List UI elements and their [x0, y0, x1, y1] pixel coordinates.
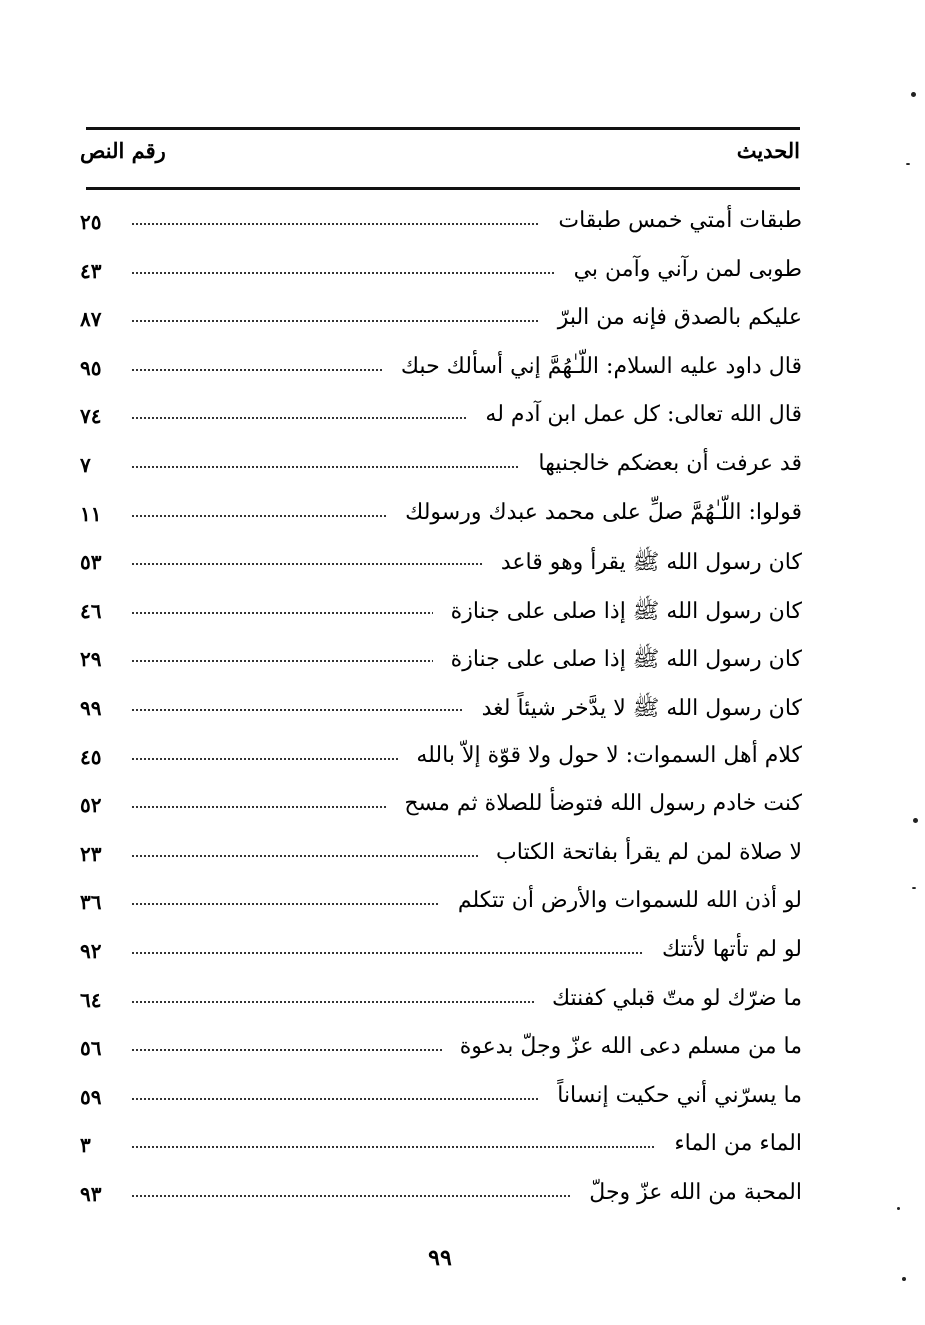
- index-entry: [80, 348, 802, 397]
- hadith-text: ما من مسلم دعى الله عزّ وجلّ بدعوة: [442, 1034, 802, 1059]
- index-entry: [80, 639, 802, 688]
- number-column-heading: رقم النص: [80, 138, 166, 163]
- text-number: ٩٩: [80, 695, 102, 720]
- hadith-text: قال داود عليه السلام: اللّـٰهُمَّ إني أسألك حبك: [383, 354, 802, 379]
- hadith-text: كان رسول الله ﷺ يقرأ وهو قاعد: [483, 548, 802, 580]
- index-entry: [80, 299, 802, 348]
- index-entry: [80, 1125, 802, 1174]
- text-number: ٢٩: [80, 647, 102, 672]
- scan-speck: [913, 818, 918, 823]
- index-entry: [80, 737, 802, 786]
- hadith-text: كان رسول الله ﷺ لا يدَّخر شيئاً لغد: [464, 694, 802, 726]
- hadith-text: ما يسرّني أني حكيت إنساناً: [539, 1083, 802, 1108]
- index-entry: [80, 931, 802, 980]
- hadith-index-list: [80, 202, 802, 1222]
- hadith-column-heading: الحديث: [736, 138, 800, 163]
- text-number: ٥٩: [80, 1084, 102, 1109]
- text-number: ٣٦: [80, 890, 102, 915]
- scan-speck: [911, 92, 916, 97]
- scan-speck: [906, 163, 910, 165]
- text-number: ٤٥: [80, 744, 102, 769]
- header-bottom-rule: [86, 187, 800, 190]
- text-number: ٢٥: [80, 210, 102, 234]
- hadith-text: لا صلاة لمن لم يقرأ بفاتحة الكتاب: [478, 840, 802, 865]
- scan-speck: [912, 887, 916, 889]
- index-entry: [80, 591, 802, 640]
- text-number: ٥٦: [80, 1036, 102, 1061]
- index-entry: [80, 542, 802, 591]
- hadith-text: كان رسول الله ﷺ إذا صلى على جنازة: [433, 597, 802, 629]
- hadith-text: الماء من الماء: [656, 1131, 802, 1156]
- index-entry: [80, 688, 802, 737]
- text-number: ٥٣: [80, 550, 102, 575]
- text-number: ٥٢: [80, 793, 102, 818]
- index-entry: [80, 251, 802, 300]
- index-entry: [80, 202, 802, 251]
- hadith-text: كان رسول الله ﷺ إذا صلى على جنازة: [433, 645, 802, 677]
- text-number: ٤٦: [80, 598, 102, 623]
- index-entry: [80, 882, 802, 931]
- hadith-text: قولوا: اللّـٰهُمَّ صلِّ على محمد عبدك ورسولك: [387, 500, 802, 525]
- hadith-text: المحبة من الله عزّ وجلّ: [571, 1180, 802, 1205]
- text-number: ٧٤: [80, 404, 102, 429]
- index-entry: [80, 834, 802, 883]
- hadith-text: عليكم بالصدق فإنه من البرّ: [540, 305, 802, 330]
- text-number: ٢٣: [80, 841, 102, 866]
- text-number: ٤٣: [80, 258, 102, 283]
- header-top-rule: [86, 127, 800, 130]
- index-entry: [80, 1028, 802, 1077]
- index-entry: [80, 980, 802, 1029]
- text-number: ٧: [80, 452, 91, 477]
- index-entry: [80, 396, 802, 445]
- index-header: [80, 138, 800, 178]
- index-entry: [80, 1174, 802, 1223]
- text-number: ٨٧: [80, 307, 102, 332]
- index-entry: [80, 785, 802, 834]
- scan-speck: [902, 1277, 906, 1281]
- index-entry: [80, 1077, 802, 1126]
- index-entry: [80, 445, 802, 494]
- text-number: ٩٢: [80, 938, 102, 963]
- hadith-text: طوبى لمن رآني وآمن بي: [556, 257, 802, 282]
- text-number: ٣: [80, 1133, 91, 1158]
- index-entry: [80, 494, 802, 543]
- text-number: ٦٤: [80, 987, 102, 1012]
- text-number: ٩٣: [80, 1181, 102, 1206]
- hadith-text: كلام أهل السموات: لا حول ولا قوّة إلاّ بالله: [398, 743, 802, 768]
- hadith-text: قد عرفت أن بعضكم خالجنيها: [520, 451, 802, 476]
- hadith-text: طبقات أمتي خمس طبقات: [540, 208, 802, 233]
- text-number: ٩٥: [80, 355, 102, 380]
- page-number: ٩٩: [428, 1245, 452, 1271]
- text-number: ١١: [80, 501, 102, 526]
- hadith-text: قال الله تعالى: كل عمل ابن آدم له: [467, 402, 802, 427]
- hadith-text: ما ضرّك لو متّ قبلي كفنتك: [534, 986, 802, 1011]
- hadith-text: لو لم تأتها لأتتك: [644, 937, 802, 962]
- hadith-text: كنت خادم رسول الله فتوضأ للصلاة ثم مسح: [386, 791, 802, 816]
- scan-speck: [897, 1207, 900, 1210]
- hadith-text: لو أذن الله للسموات والأرض أن تتكلم: [440, 888, 802, 913]
